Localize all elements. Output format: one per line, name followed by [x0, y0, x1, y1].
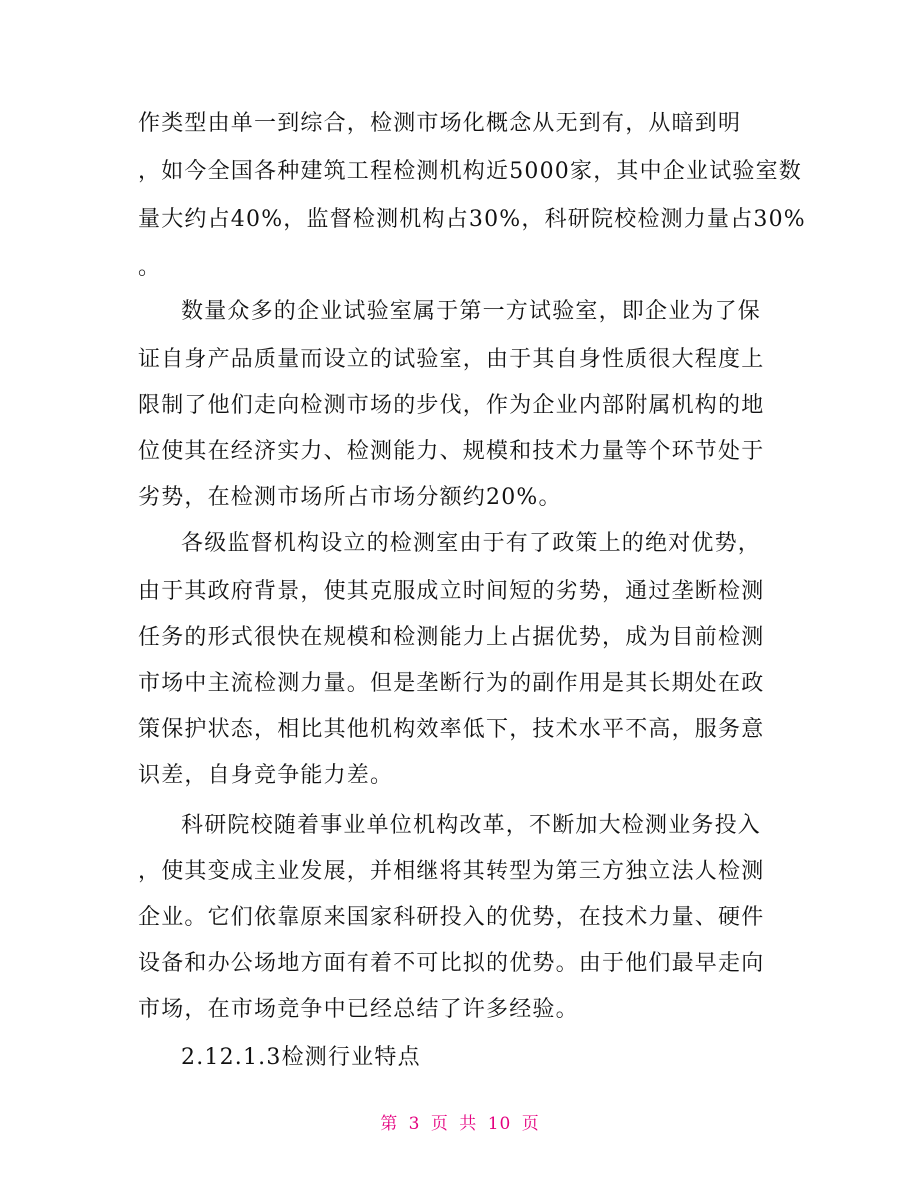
- text-line: 劣势，在检测市场所占市场分额约20%。: [138, 485, 562, 510]
- text-line: 量大约占40%，监督检测机构占30%，科研院校检测力量占30%: [138, 207, 806, 232]
- text-line: 证自身产品质量而设立的试验室，由于其自身性质很大程度上: [138, 347, 765, 372]
- text-line: ，使其变成主业发展，并相继将其转型为第三方独立法人检测: [138, 859, 765, 884]
- text-line: 由于其政府背景，使其克服成立时间短的劣势，通过垄断检测: [138, 579, 765, 604]
- section-heading: 2.12.1.3检测行业特点: [181, 1045, 421, 1070]
- text-line: 设备和办公场地方面有着不可比拟的优势。由于他们最早走向: [138, 951, 765, 976]
- text-line: 市场中主流检测力量。但是垄断行为的副作用是其长期处在政: [138, 671, 765, 696]
- text-line: ，如今全国各种建筑工程检测机构近5000家，其中企业试验室数: [138, 159, 802, 184]
- text-line: 科研院校随着事业单位机构改革，不断加大检测业务投入: [181, 813, 762, 838]
- text-line: 任务的形式很快在规模和检测能力上占据优势，成为目前检测: [138, 625, 765, 650]
- text-line: 策保护状态，相比其他机构效率低下，技术水平不高，服务意: [138, 717, 765, 742]
- text-line: 。: [138, 255, 162, 280]
- text-line: 作类型由单一到综合，检测市场化概念从无到有，从暗到明: [138, 111, 742, 136]
- text-line: 识差，自身竞争能力差。: [138, 763, 394, 788]
- page-number-footer: 第 3 页 共 10 页: [380, 1114, 540, 1134]
- text-line: 企业。它们依靠原来国家科研投入的优势，在技术力量、硬件: [138, 905, 765, 930]
- text-line: 限制了他们走向检测市场的步伐，作为企业内部附属机构的地: [138, 393, 765, 418]
- text-line: 数量众多的企业试验室属于第一方试验室，即企业为了保: [181, 299, 762, 324]
- text-line: 市场，在市场竞争中已经总结了许多经验。: [138, 997, 579, 1022]
- text-line: 位使其在经济实力、检测能力、规模和技术力量等个环节处于: [138, 439, 765, 464]
- text-line: 各级监督机构设立的检测室由于有了政策上的绝对优势，: [181, 531, 762, 556]
